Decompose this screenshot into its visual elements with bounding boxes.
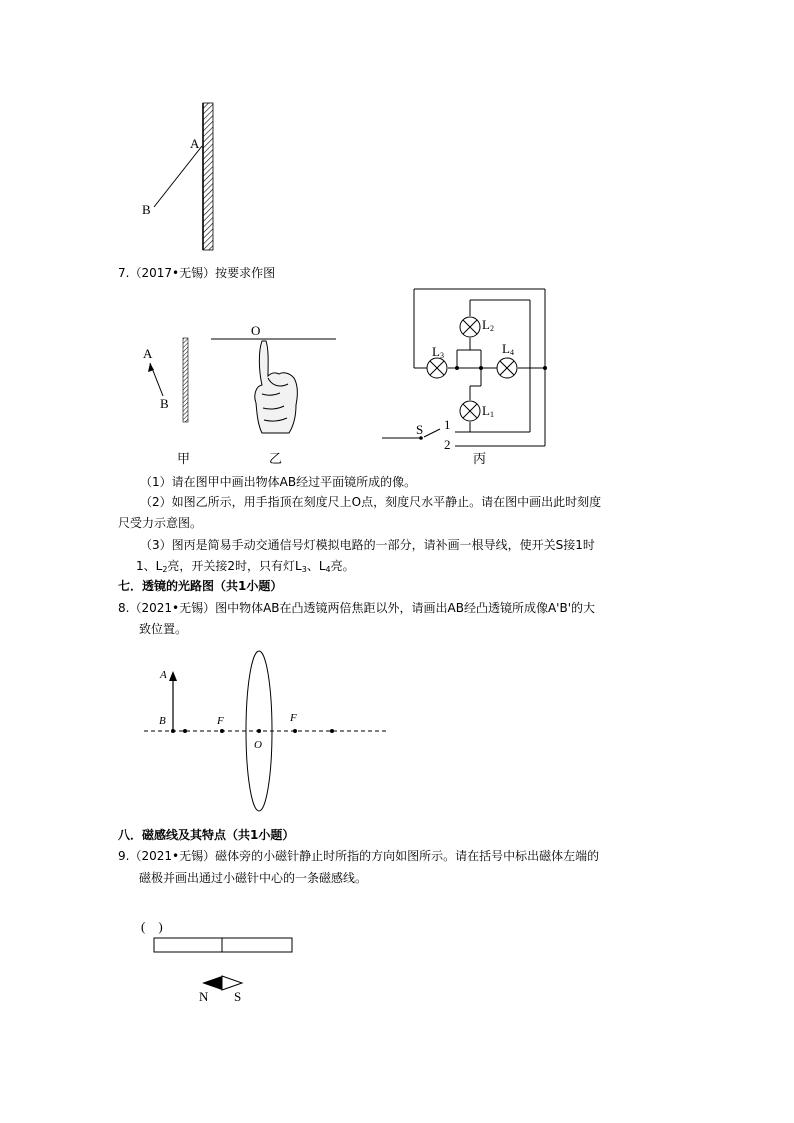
yi-label-o: O <box>251 323 261 338</box>
section7-heading: 七．透镜的光路图（共1小题） <box>118 579 283 593</box>
needle-label-n: N <box>199 989 209 1004</box>
q7-sub1: （1）请在图甲中画出物体AB经过平面镜所成的像。 <box>140 475 417 489</box>
q8-label-b: B <box>159 715 166 727</box>
q9-line2: 磁极并画出通过小磁针中心的一条磁感线。 <box>139 871 368 885</box>
bing-label-l2: $L_2$ <box>482 317 494 333</box>
q9-bracket: ( ) <box>141 919 163 934</box>
caption-bing: 丙 <box>473 452 487 467</box>
q6-label-b: B <box>142 202 151 217</box>
q9-line1: 9.（2021•无锡）磁体旁的小磁针静止时所指的方向如图所示。请在括号中标出磁体左端的 <box>118 849 600 863</box>
q6-label-a: A <box>190 136 200 151</box>
bing-label-l4: $L_4$ <box>502 341 514 357</box>
needle-north <box>202 976 222 990</box>
jia-label-a: A <box>143 346 153 361</box>
bing-label-1: 1 <box>444 417 451 432</box>
q7-sub3-line2: 1、$L_2$亮，开关接2时，只有灯$L_3$、$L_4$亮。 <box>136 559 355 574</box>
section8-heading: 八．磁感线及其特点（共1小题） <box>118 828 295 842</box>
needle-south <box>222 976 242 990</box>
needle-label-s: S <box>234 989 242 1004</box>
jia-label-b: B <box>160 396 169 411</box>
bing-label-l1: $L_1$ <box>482 403 494 419</box>
q8-line1: 8.（2021•无锡）图中物体AB在凸透镜两倍焦距以外，请画出AB经凸透镜所成像A'B'的大 <box>118 601 595 615</box>
bar-magnet <box>154 938 292 952</box>
q7-sub3-line1: （3）图丙是简易手动交通信号灯模拟电路的一部分，请补画一根导线，使开关S接1时 <box>140 538 595 552</box>
q7-sub2-line1: （2）如图乙所示，用手指顶在刻度尺上O点，刻度尺水平静止。请在图中画出此时刻度 <box>140 495 602 509</box>
bing-label-l3: $L_3$ <box>432 344 444 360</box>
caption-jia: 甲 <box>177 452 191 467</box>
bing-label-s: S <box>416 422 424 437</box>
q7-title: 7.（2017•无锡）按要求作图 <box>118 266 276 280</box>
q8-line2: 致位置。 <box>139 622 188 636</box>
q8-label-a: A <box>160 669 167 681</box>
q7-sub2-line2: 尺受力示意图。 <box>118 516 203 530</box>
q8-label-o: O <box>254 739 262 751</box>
q8-label-f1: F <box>217 715 224 727</box>
bing-label-2: 2 <box>444 437 451 452</box>
q8-label-f2: F <box>290 712 297 724</box>
caption-yi: 乙 <box>269 452 283 467</box>
